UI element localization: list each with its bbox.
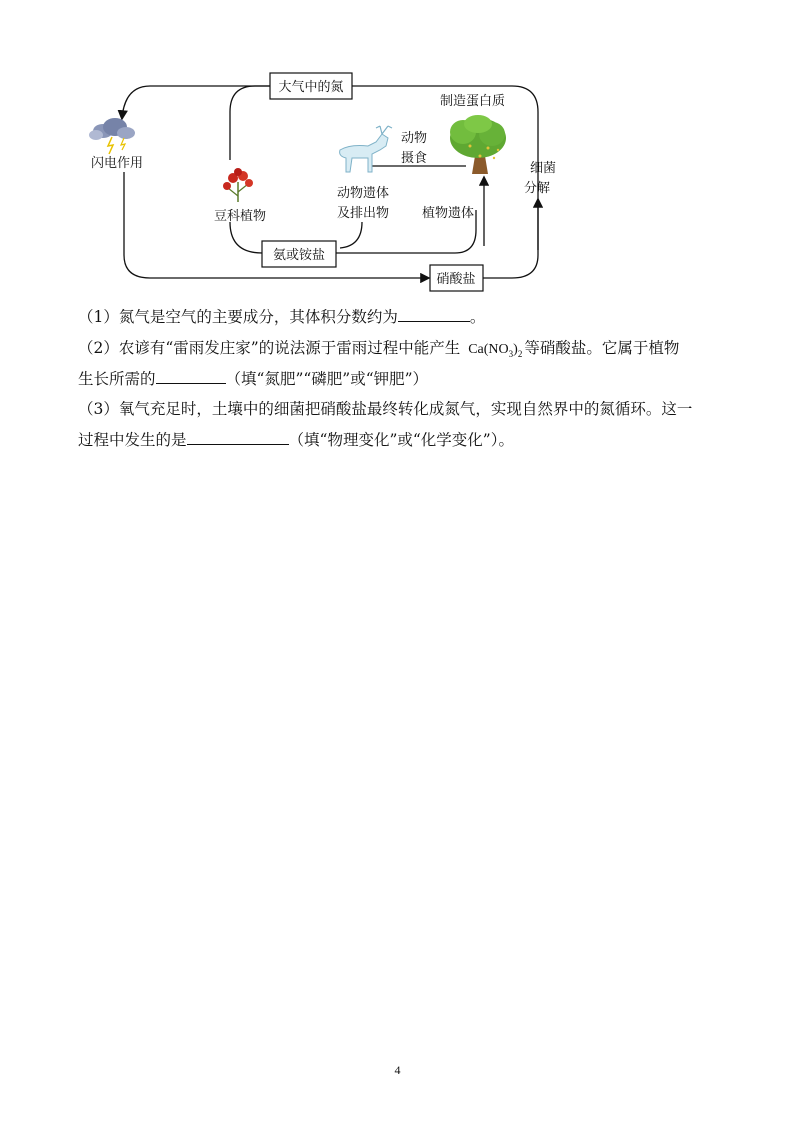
make-protein-label: 制造蛋白质 [440, 94, 506, 109]
animal-remains-label-1: 动物遗体 [337, 186, 390, 201]
page-number: 4 [394, 1063, 401, 1077]
animal-eat-label-2: 摄食 [401, 151, 428, 166]
deer-icon [340, 126, 392, 172]
question-3-line-1 [78, 399, 692, 419]
animal-eat-label-1: 动物 [401, 131, 428, 146]
calcium-nitrate-formula: $Ca(NO_3)_2$ [468, 342, 523, 359]
q1-answer-blank[interactable] [398, 307, 470, 322]
question-1: （1）氮气是空气的主要成分，其体积分数约为 。 [78, 308, 486, 326]
nitrogen-cycle-diagram [0, 0, 795, 300]
q3-text: （3）氧气充足时，土壤中的细菌把硝酸盐最终转化成氮气，实现自然界中的氮循环。这一 [78, 400, 693, 418]
question-2-line-1 [78, 338, 679, 364]
atmosphere-nitrogen-label: 大气中的氮 [278, 80, 344, 95]
q2-text-a: （2）农谚有“雷雨发庄家”的说法源于雷雨过程中能产生 [78, 339, 461, 357]
bacteria-label-2: 分解 [524, 181, 551, 196]
nitrate-label: 硝酸盐 [436, 272, 476, 287]
animal-remains-label-2: 及排出物 [337, 206, 390, 221]
q1-text: （1）氮气是空气的主要成分，其体积分数约为 [78, 308, 398, 326]
question-2-line-2: 生长所需的 （填“氮肥”“磷肥”或“钾肥”） [78, 370, 429, 388]
bacteria-label-1: 细菌 [530, 161, 557, 176]
lightning-label: 闪电作用 [91, 156, 144, 171]
q2-answer-blank[interactable] [156, 369, 226, 384]
legume-label: 豆科植物 [214, 209, 267, 224]
q2-text-b: 等硝酸盐。它属于植物 [524, 339, 680, 357]
legume-plant-icon [223, 168, 253, 202]
question-3-line-2: 过程中发生的是 （填“物理变化”或“化学变化”）。 [78, 431, 514, 449]
plant-remains-label: 植物遗体 [422, 206, 475, 221]
ammonia-label: 氨或铵盐 [272, 248, 326, 263]
tree-icon [450, 115, 506, 174]
q3-answer-blank[interactable] [187, 430, 289, 445]
lightning-cloud-icon [89, 118, 135, 154]
